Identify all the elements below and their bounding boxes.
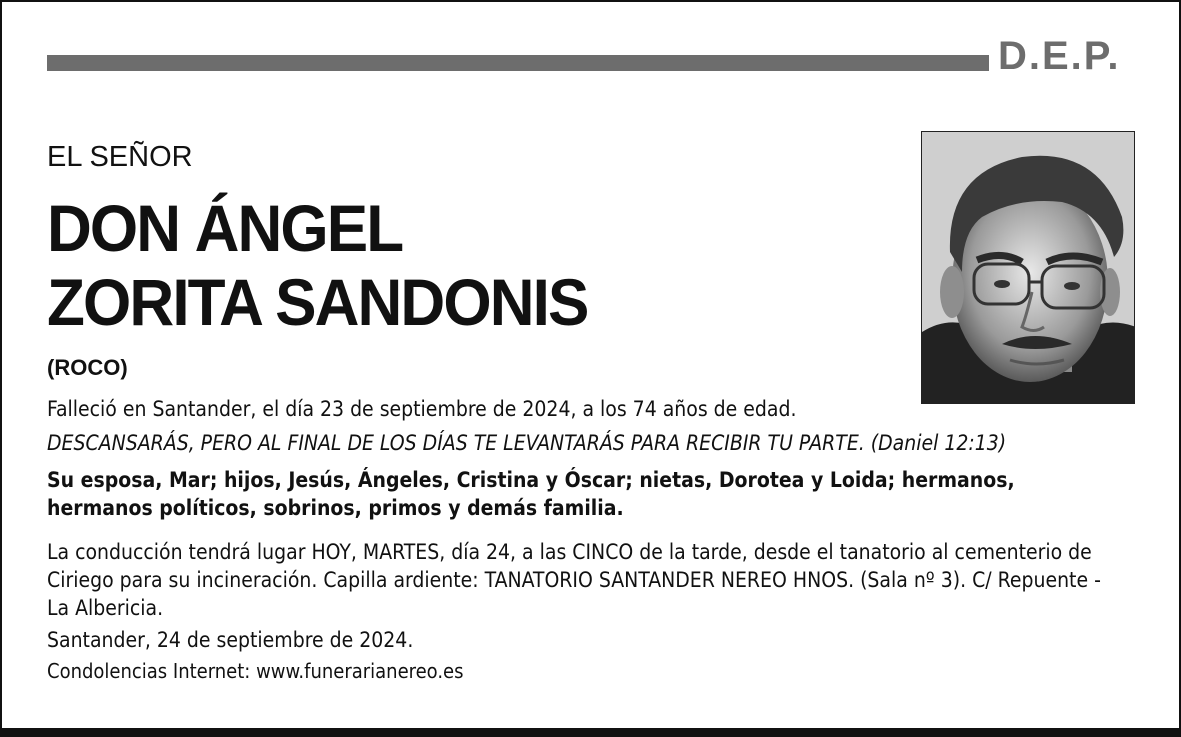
- dep-heading: D.E.P.: [998, 34, 1121, 78]
- bible-quote: DESCANSARÁS, PERO AL FINAL DE LOS DÍAS TE LEVANTARÁS PARA RECIBIR TU PARTE. (Daniel 12:13): [47, 431, 1007, 455]
- honorific: EL SEÑOR: [47, 141, 193, 173]
- deceased-name-line1: DON ÁNGEL: [47, 191, 403, 265]
- portrait-photo: [921, 131, 1135, 404]
- portrait-icon: [922, 132, 1135, 404]
- family-list: Su esposa, Mar; hijos, Jesús, Ángeles, Cristina y Óscar; nietas, Dorotea y Loida; hermanos, hermanos políticos, sobrinos, primos y demás familia.: [47, 468, 1015, 520]
- deceased-name-line2: ZORITA SANDONIS: [47, 265, 588, 339]
- death-details: Falleció en Santander, el día 23 de septiembre de 2024, a los 74 años de edad.: [47, 397, 797, 421]
- condolences-line: Condolencias Internet: www.funerarianereo.es: [47, 659, 464, 683]
- header-rule: [47, 55, 989, 71]
- ceremony-details: La conducción tendrá lugar HOY, MARTES, día 24, a las CINCO de la tarde, desde el tanatorio al cementerio de Ciriego para su incineración. Capilla ardiente: TANATORIO SANTANDER NEREO HNOS. (Sala nº 3). C/ Repuente - La Albericia.: [47, 540, 1101, 620]
- nickname: (ROCO): [47, 355, 128, 380]
- place-date: Santander, 24 de septiembre de 2024.: [47, 628, 414, 652]
